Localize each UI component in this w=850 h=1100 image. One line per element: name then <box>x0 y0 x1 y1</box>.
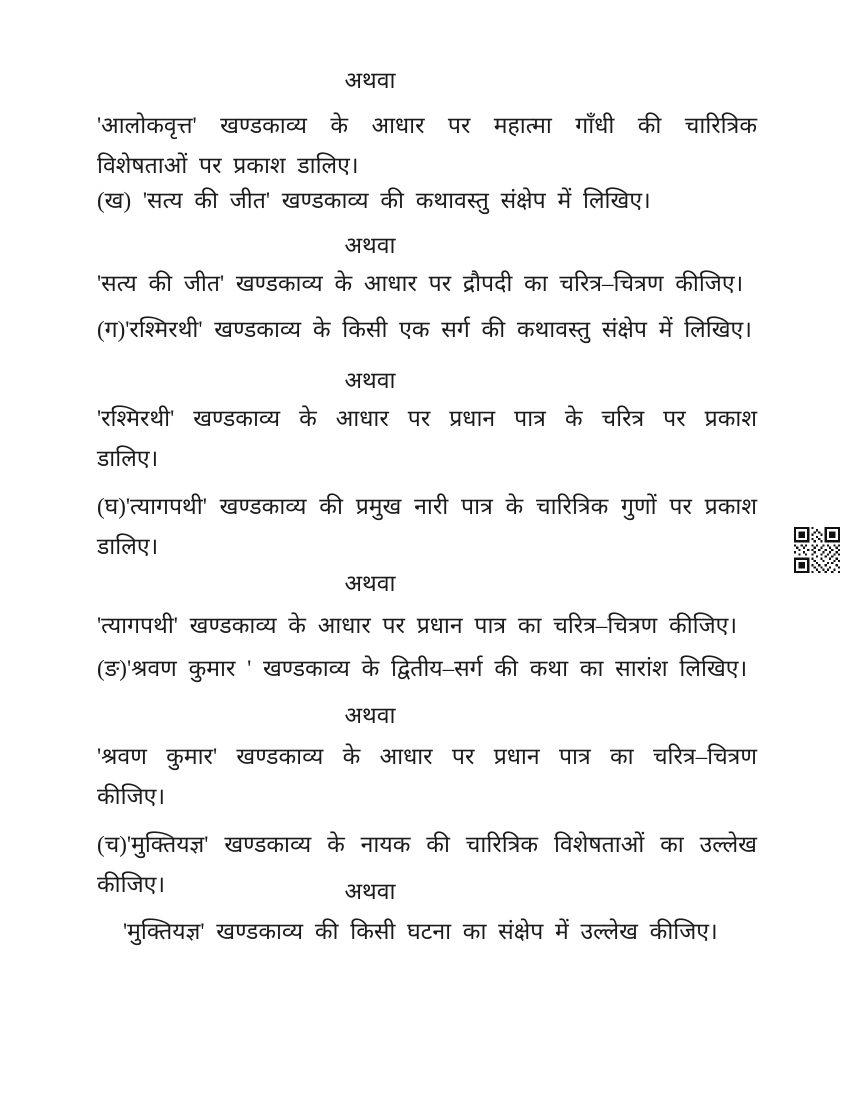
or-separator: अथवा <box>344 68 396 93</box>
question-text: (घ)'त्यागपथी' खण्डकाव्य की प्रमुख नारी पात्र के चारित्रिक गुणों पर प्रकाश डालिए। <box>97 494 757 559</box>
question-text: 'मुक्तियज्ञ' खण्डकाव्य की किसी घटना का संक्षेप में उल्लेख कीजिए। <box>123 919 718 944</box>
or-separator: अथवा <box>344 233 396 258</box>
question-text: 'आलोकवृत्त' खण्डकाव्य के आधार पर महात्मा गाँधी की चारित्रिक विशेषताओं पर प्रकाश डालिए। <box>97 113 757 178</box>
question-text: 'श्रवण कुमार' खण्डकाव्य के आधार पर प्रधान पात्र का चरित्र–चित्रण कीजिए। <box>97 744 757 809</box>
qr-code-icon <box>794 527 840 573</box>
or-separator: अथवा <box>344 879 396 904</box>
or-separator: अथवा <box>344 703 396 728</box>
question-text: (ग)'रश्मिरथी' खण्डकाव्य के किसी एक सर्ग की कथावस्तु संक्षेप में लिखिए। <box>97 317 752 342</box>
question-text: (ङ)'श्रवण कुमार ' खण्डकाव्य के द्वितीय–सर्ग की कथा का सारांश लिखिए। <box>97 656 748 681</box>
question-text: 'रश्मिरथी' खण्डकाव्य के आधार पर प्रधान पात्र के चरित्र पर प्रकाश डालिए। <box>97 406 757 471</box>
question-text: (च)'मुक्तियज्ञ' खण्डकाव्य के नायक की चारित्रिक विशेषताओं का उल्लेख कीजिए। <box>97 832 757 897</box>
question-text: 'सत्य की जीत' खण्डकाव्य के आधार पर द्रौपदी का चरित्र–चित्रण कीजिए। <box>97 271 744 296</box>
question-text: 'त्यागपथी' खण्डकाव्य के आधार पर प्रधान पात्र का चरित्र–चित्रण कीजिए। <box>97 613 738 638</box>
or-separator: अथवा <box>344 571 396 596</box>
or-separator: अथवा <box>344 368 396 393</box>
question-text: (ख) 'सत्य की जीत' खण्डकाव्य की कथावस्तु संक्षेप में लिखिए। <box>97 188 651 213</box>
